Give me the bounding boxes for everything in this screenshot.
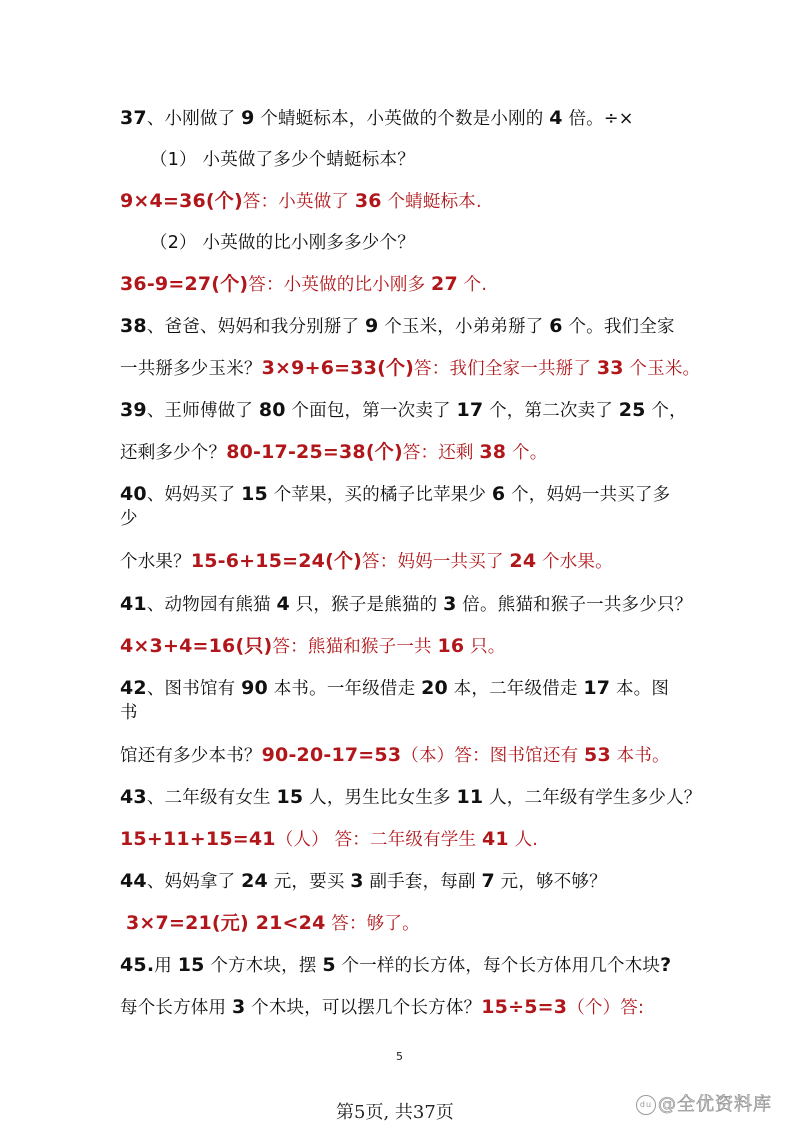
problem-41-question: 41、动物园有熊猫 4 只，猴子是熊猫的 3 倍。熊猫和猴子一共多少只？ <box>120 593 693 615</box>
watermark <box>636 1090 772 1116</box>
page-footer: 第5页, 共37页 <box>336 1102 454 1123</box>
problem-44-answer: 3×7=21(元) 21<24 答：够了。 <box>126 912 420 934</box>
problem-42-answer: 馆还有多少本书？90-20-17=53（本）答：图书馆还有 53 本书。 <box>120 744 670 766</box>
watermark-text: @全优资料库 <box>658 1094 772 1115</box>
problem-43-answer: 15+11+15=41（人） 答：二年级有学生 41 人. <box>120 828 539 850</box>
problem-40-question-wrap: 少 <box>120 509 138 529</box>
problem-45-answer: 每个长方体用 3 个木块，可以摆几个长方体？15÷5=3（个）答: <box>120 996 645 1018</box>
problem-40-question: 40、妈妈买了 15 个苹果，买的橘子比苹果少 6 个，妈妈一共买了多 <box>120 483 671 505</box>
problem-37-sub2: （2） 小英做的比小刚多多少个？ <box>150 233 415 253</box>
problem-38-answer: 一共掰多少玉米？3×9+6=33(个)答：我们全家一共掰了 33 个玉米。 <box>120 357 701 379</box>
problem-37-sub1: （1） 小英做了多少个蜻蜓标本？ <box>150 150 415 170</box>
problem-39-answer: 还剩多少个？80-17-25=38(个)答：还剩 38 个。 <box>120 441 548 463</box>
problem-43-question: 43、二年级有女生 15 人，男生比女生多 11 人，二年级有学生多少人？ <box>120 786 702 808</box>
problem-37-question: 37、小刚做了 9 个蜻蜓标本，小英做的个数是小刚的 4 倍。÷× <box>120 107 634 129</box>
problem-37-answer2: 36-9=27(个)答：小英做的比小刚多 27 个. <box>120 273 488 295</box>
page-number: 5 <box>396 1050 403 1063</box>
problem-38-question: 38、爸爸、妈妈和我分别掰了 9 个玉米，小弟弟掰了 6 个。我们全家 <box>120 315 675 337</box>
problem-37-answer1: 9×4=36(个)答：小英做了 36 个蜻蜓标本. <box>120 190 482 212</box>
problem-45-question: 45.用 15 个方木块，摆 5 个一样的长方体，每个长方体用几个木块? <box>120 954 672 976</box>
problem-41-answer: 4×3+4=16(只)答：熊猫和猴子一共 16 只。 <box>120 635 506 657</box>
problem-39-question: 39、王师傅做了 80 个面包，第一次卖了 17 个，第二次卖了 25 个， <box>120 399 687 421</box>
baidu-paw-icon: du <box>636 1095 656 1115</box>
problem-42-question-wrap: 书 <box>120 703 138 723</box>
problem-44-question: 44、妈妈拿了 24 元，要买 3 副手套，每副 7 元，够不够？ <box>120 870 607 892</box>
problem-40-answer: 个水果？15-6+15=24(个)答：妈妈一共买了 24 个水果。 <box>120 550 613 572</box>
problem-42-question: 42、图书馆有 90 本书。一年级借走 20 本，二年级借走 17 本。图 <box>120 677 670 699</box>
